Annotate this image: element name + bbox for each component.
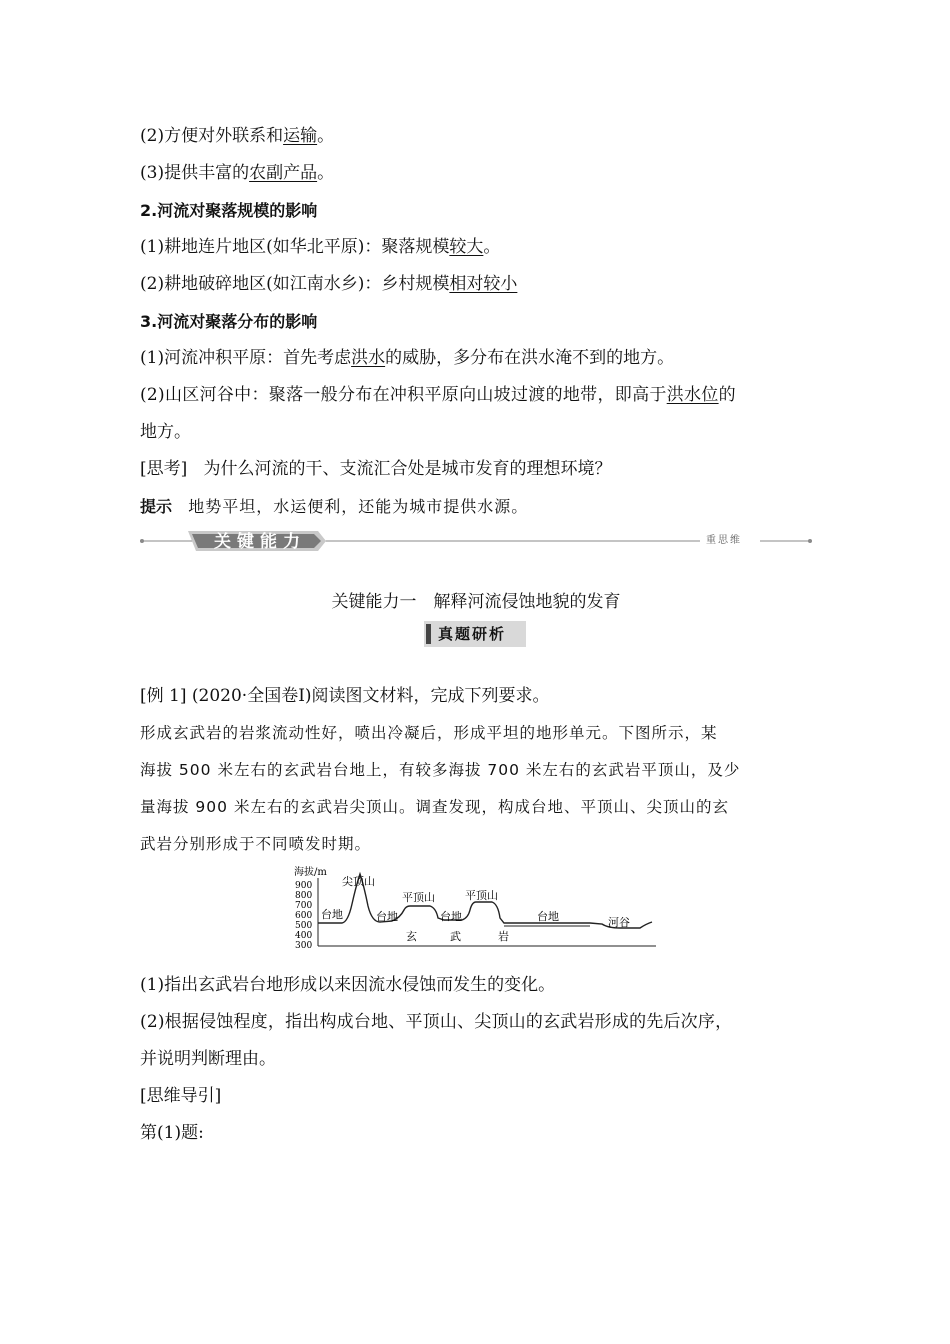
terrain-label: 玄 <box>406 930 417 943</box>
think-text: 为什么河流的干、支流汇合处是城市发育的理想环境？ <box>203 459 612 479</box>
y-tick: 600 <box>295 911 313 921</box>
section-heading: 2.河流对聚落规模的影响 <box>140 201 318 220</box>
text: 。 <box>317 163 335 183</box>
y-tick: 500 <box>295 921 313 931</box>
terrain-label: 台地 <box>376 910 398 923</box>
sub-question-head: 第(1)题: <box>140 1123 204 1143</box>
material-line: 海拔 500 米左右的玄武岩台地上，有较多海拔 700 米左右的玄武岩平顶山，及少 <box>140 761 741 779</box>
text: 的 <box>718 385 736 405</box>
y-tick: 400 <box>295 931 313 941</box>
material-line: 武岩分别形成于不同喷发时期。 <box>140 835 372 853</box>
banner-right-label: 重思维 <box>706 535 742 546</box>
underlined-answer: 洪水 <box>351 348 386 368</box>
terrain-label: 岩 <box>498 930 509 943</box>
section-banner <box>140 527 812 557</box>
question-2: (2)根据侵蚀程度，指出构成台地、平顶山、尖顶山的玄武岩形成的先后次序， <box>140 1012 733 1032</box>
text-line <box>140 377 812 414</box>
hint-label: 提示 <box>140 497 173 516</box>
text: (1)耕地连片地区(如华北平原)：聚落规模 <box>140 237 450 257</box>
guide-heading: [思维导引] <box>140 1086 222 1106</box>
text-line <box>140 118 812 155</box>
terrain-profile-svg <box>290 866 662 950</box>
text-line: 地方。 <box>140 422 191 442</box>
question-2-cont: 并说明判断理由。 <box>140 1049 276 1069</box>
terrain-label: 台地 <box>321 908 343 921</box>
question-1: (1)指出玄武岩台地形成以来因流水侵蚀而发生的变化。 <box>140 975 556 995</box>
example-section <box>140 678 812 863</box>
text: 。 <box>483 237 501 257</box>
terrain-label: 平顶山 <box>402 891 435 904</box>
text-line <box>140 155 812 192</box>
text: (1)河流冲积平原：首先考虑 <box>140 348 352 368</box>
questions-section <box>140 967 812 1152</box>
banner-title: 关键能力 <box>214 532 306 552</box>
y-tick: 900 <box>295 881 313 891</box>
material-line: 量海拔 900 米左右的玄武岩尖顶山。调查发现，构成台地、平顶山、尖顶山的玄 <box>140 798 729 816</box>
underlined-answer: 较大 <box>449 237 484 257</box>
axis-title: 海拔/m <box>294 867 327 878</box>
y-tick: 300 <box>295 941 313 950</box>
y-tick: 800 <box>295 891 313 901</box>
section-heading: 3.河流对聚落分布的影响 <box>140 312 318 331</box>
terrain-label: 台地 <box>537 910 559 923</box>
think-label: [思考] <box>140 459 188 479</box>
underlined-answer: 相对较小 <box>449 274 518 294</box>
top-section <box>140 118 812 525</box>
text: 。 <box>317 126 335 146</box>
text: (2)耕地破碎地区(如江南水乡)：乡村规模 <box>140 274 450 294</box>
underlined-answer: 运输 <box>283 126 318 146</box>
text: 的威胁，多分布在洪水淹不到的地方。 <box>385 348 675 368</box>
terrain-label: 河谷 <box>608 916 630 929</box>
text-line <box>140 266 812 303</box>
text: (2)山区河谷中：聚落一般分布在冲积平原向山坡过渡的地带，即高于 <box>140 385 667 405</box>
text-line <box>140 340 812 377</box>
hint-text: 地势平坦，水运便利，还能为城市提供水源。 <box>188 497 529 516</box>
terrain-label: 台地 <box>440 910 462 923</box>
example-head: [例 1] (2020·全国卷Ⅰ)阅读图文材料，完成下列要求。 <box>140 686 550 706</box>
terrain-label: 武 <box>450 930 461 943</box>
badge <box>424 621 526 647</box>
terrain-label: 尖顶山 <box>342 875 375 888</box>
think-line <box>140 451 812 488</box>
terrain-profile-figure <box>290 866 662 950</box>
material-line: 形成玄武岩的岩浆流动性好，喷出冷凝后，形成平坦的地形单元。下图所示，某 <box>140 724 718 742</box>
badge-label: 真题研析 <box>438 625 507 643</box>
underlined-answer: 农副产品 <box>249 163 318 183</box>
underlined-answer: 洪水位 <box>666 385 719 405</box>
y-tick: 700 <box>295 901 313 911</box>
subsection-title: 关键能力一 解释河流侵蚀地貌的发育 <box>331 592 621 612</box>
terrain-label: 平顶山 <box>465 889 498 902</box>
hint-line <box>140 488 812 525</box>
text: (3)提供丰富的 <box>140 163 250 183</box>
text-line <box>140 229 812 266</box>
text: (2)方便对外联系和 <box>140 126 284 146</box>
